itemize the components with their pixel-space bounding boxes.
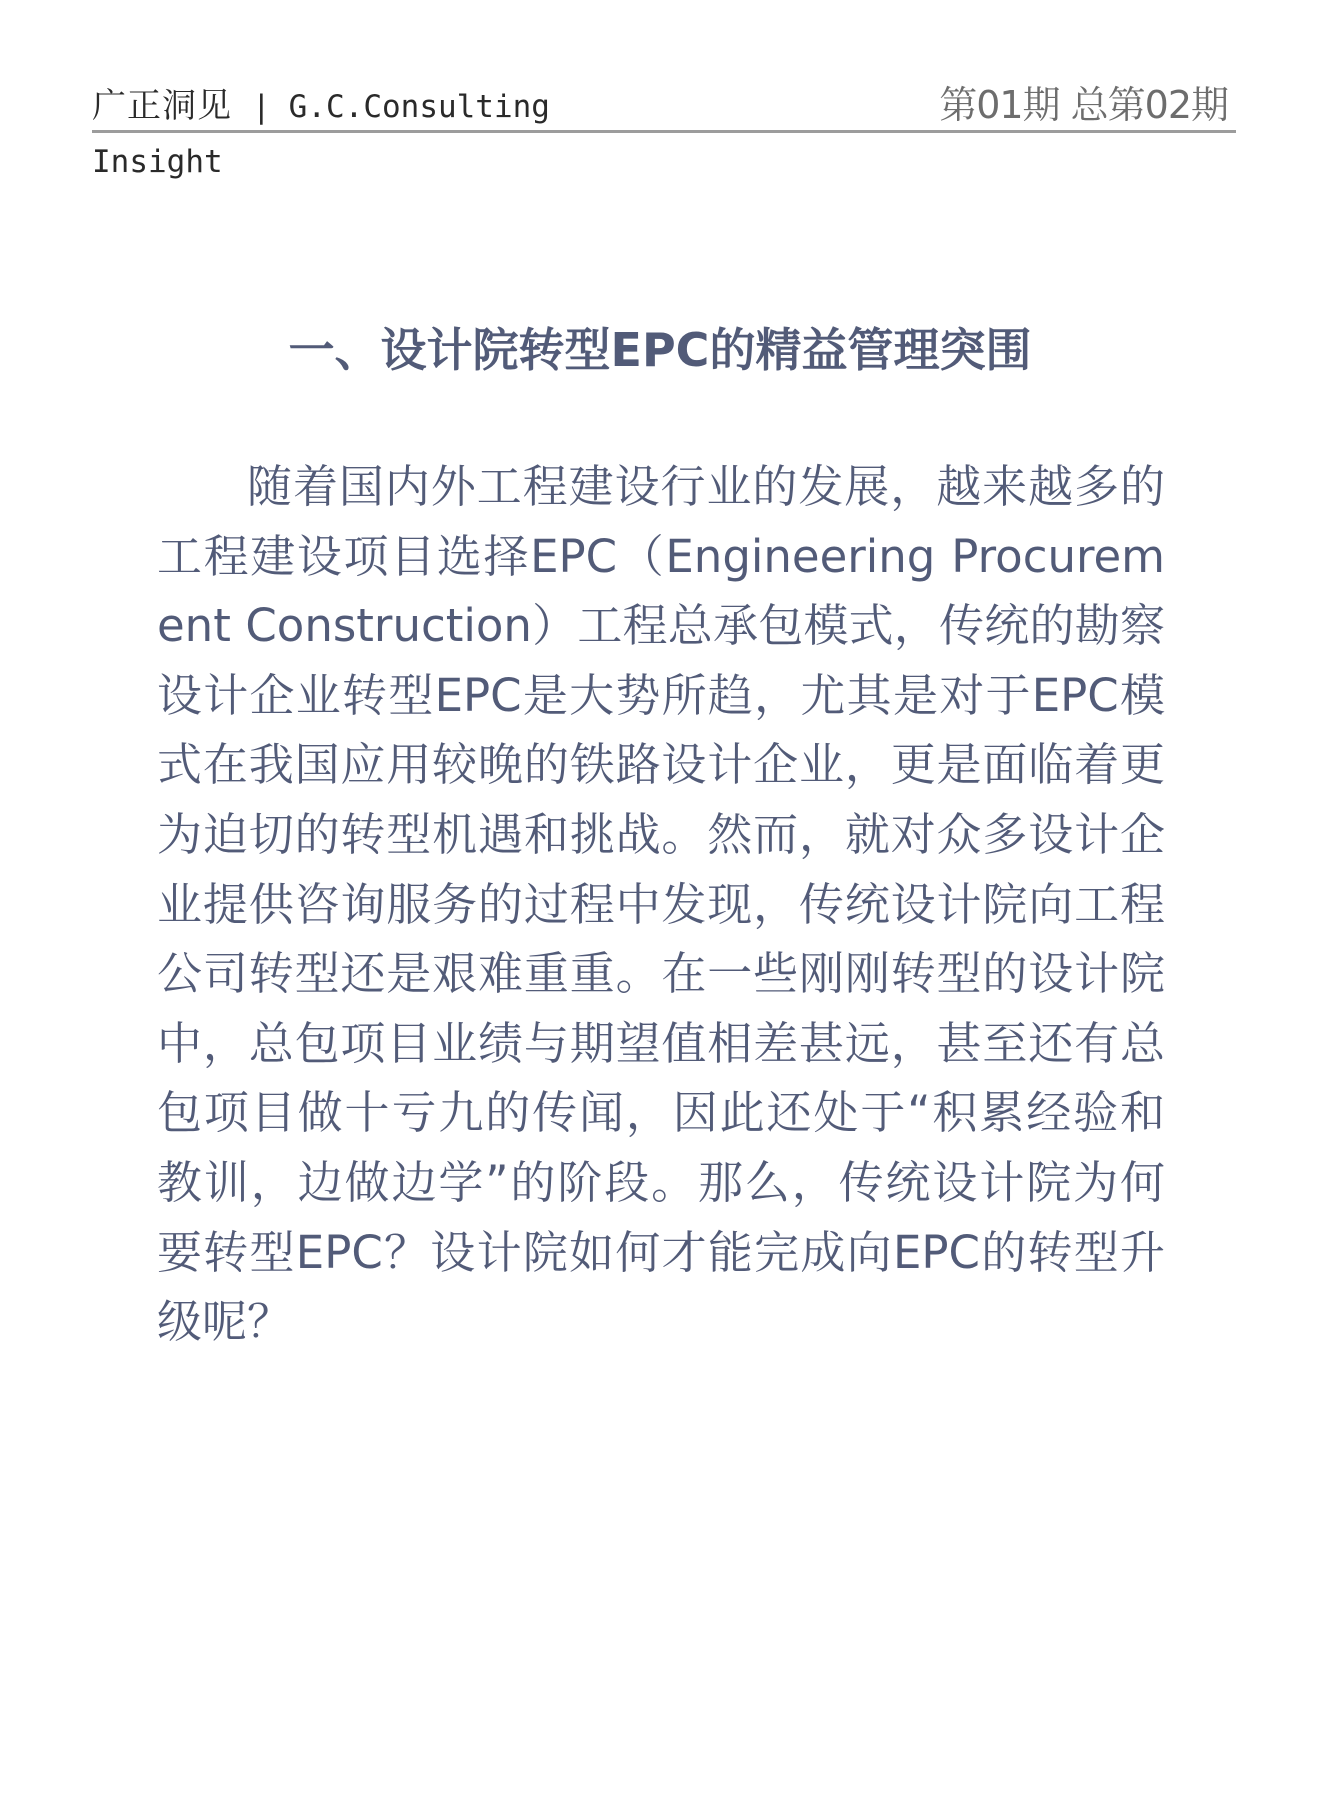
section-title: 一、设计院转型EPC的精益管理突围: [288, 322, 1032, 377]
issue-number: 第01期 总第02期: [939, 83, 1228, 127]
header-divider: [92, 130, 1236, 133]
brand-english-name-continued: Insight: [92, 144, 223, 180]
body-paragraph: 随着国内外工程建设行业的发展，越来越多的工程建设项目选择EPC（Engineering Procurement Construction）工程总承包模式，传统的勘察设计企业转型EPC是大势所趋，尤其是对于EPC模式在我国应用较晚的铁路设计企业，更是面临着更为迫切的转型机遇和挑战。然而，就对众多设计企业提供咨询服务的过程中发现，传统设计院向工程公司转型还是艰难重重。在一些刚刚转型的设计院中，总包项目业绩与期望值相差甚远，甚至还有总包项目做十亏九的传闻，因此还处于“积累经验和教训，边做边学”的阶段。那么，传统设计院为何要转型EPC？设计院如何才能完成向EPC的转型升级呢？: [157, 460, 1165, 1349]
brand-chinese-name: 广正洞见: [92, 86, 232, 126]
brand-line: [92, 78, 612, 126]
brand-separator: |: [252, 89, 271, 125]
brand-english-name: G.C.Consulting: [288, 89, 550, 125]
publication-brand: [92, 78, 612, 180]
